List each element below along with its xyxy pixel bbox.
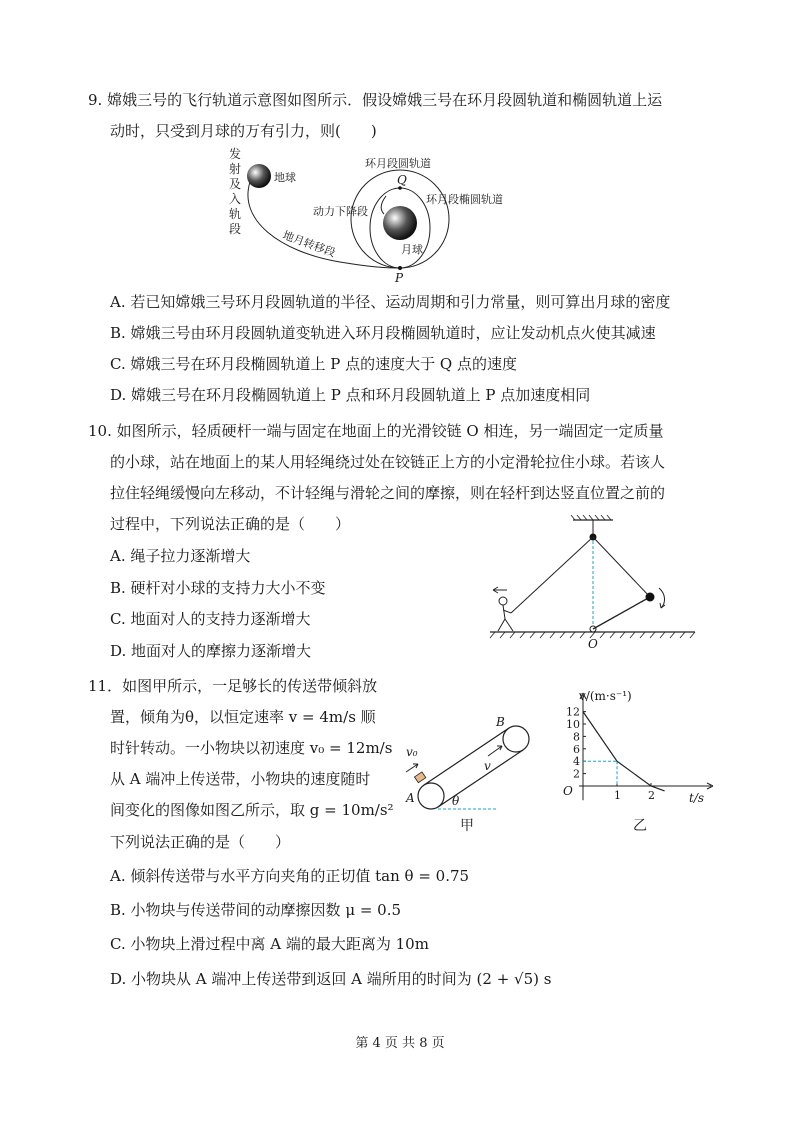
q10-stem-line-4: 过程中，下列说法正确的是（ ） xyxy=(110,515,351,533)
q10-pulley-figure xyxy=(485,515,700,655)
q11-stem-line-5: 间变化的图像如图乙所示，取 g = 10m/s² xyxy=(110,801,394,819)
q11-vt-chart xyxy=(553,685,718,835)
q11-option-d: D. 小物块从 A 端冲上传送带到返回 A 端所用的时间为 (2 + √5) s xyxy=(110,970,552,988)
transfer-label: 地月转移段 xyxy=(280,228,338,260)
launch-char: 射 xyxy=(229,162,242,176)
moon-sphere xyxy=(383,206,417,240)
q9-stem-line-1: 9. 嫦娥三号的飞行轨道示意图如图所示．假设嫦娥三号在环月段圆轨道和椭圆轨道上运 xyxy=(88,91,663,109)
fig-jia-caption: 甲 xyxy=(460,818,474,834)
vt-y-tick-label: 10 xyxy=(566,718,580,731)
launch-char: 及 xyxy=(229,177,242,191)
q11-stem-line-3: 时针转动。一小物块以初速度 v₀ = 12m/s xyxy=(110,739,393,757)
belt-upper xyxy=(424,728,509,785)
block xyxy=(414,772,425,783)
q9-option-c: C. 嫦娥三号在环月段椭圆轨道上 P 点的速度大于 Q 点的速度 xyxy=(110,355,517,373)
launch-char: 段 xyxy=(229,222,242,236)
q11-option-c: C. 小物块上滑过程中离 A 端的最大距离为 10m xyxy=(110,935,429,953)
end-b-label: B xyxy=(496,715,505,729)
vt-x-tick-label: 1 xyxy=(614,789,621,802)
person xyxy=(498,597,513,631)
circular-orbit-label: 环月段圆轨道 xyxy=(365,157,431,170)
q9-stem-line-2: 动时，只受到月球的万有引力，则( ) xyxy=(110,122,377,140)
vt-y-tick-label: 12 xyxy=(566,705,580,719)
moon-label: 月球 xyxy=(401,243,423,256)
belt-lower xyxy=(438,750,523,807)
hinge-o-label: O xyxy=(588,637,598,651)
q11-stem-line-2: 置，倾角为θ，以恒定速率 v = 4m/s 顺 xyxy=(110,708,376,726)
launch-char: 入 xyxy=(229,192,242,206)
ball xyxy=(646,593,655,602)
q10-option-d: D. 地面对人的摩擦力逐渐增大 xyxy=(110,642,312,660)
rope-to-person xyxy=(511,537,593,613)
rigid-rod xyxy=(593,597,650,629)
fig-yi-caption: 乙 xyxy=(633,818,647,834)
theta-label: θ xyxy=(452,794,460,808)
earth-sphere xyxy=(247,164,271,188)
vt-y-tick-label: 8 xyxy=(573,730,580,744)
rope-to-ball xyxy=(593,537,650,597)
launch-char: 发 xyxy=(229,147,242,161)
end-a-label: A xyxy=(406,791,415,805)
vt-series-line xyxy=(583,712,665,791)
earth-label: 地球 xyxy=(274,171,296,184)
vt-y-tick-label: 6 xyxy=(573,742,580,756)
ellipse-orbit-label: 环月段椭圆轨道 xyxy=(426,193,503,206)
launch-segment-label xyxy=(229,146,241,236)
q9-option-d: D. 嫦娥三号在环月段椭圆轨道上 P 点和环月段圆轨道上 P 点加速度相同 xyxy=(110,386,591,404)
q10-stem-line-1: 10. 如图所示，轻质硬杆一端与固定在地面上的光滑铰链 O 相连，另一端固定一定质量 xyxy=(88,422,664,440)
vt-y-tick-label: 4 xyxy=(573,755,580,769)
v-label: v xyxy=(484,759,491,773)
q11-stem-line-6: 下列说法正确的是（ ） xyxy=(110,833,291,851)
q10-stem-line-2: 的小球，站在地面上的某人用轻绳绕过处在铰链正上方的小定滑轮拉住小球。若该人 xyxy=(110,453,666,471)
q9-option-b: B. 嫦娥三号由环月段圆轨道变轨进入环月段椭圆轨道时，应让发动机点火使其减速 xyxy=(110,324,656,342)
launch-char: 轨 xyxy=(229,207,242,221)
vt-xlabel: t/s xyxy=(689,791,705,805)
vt-y-tick-label: 2 xyxy=(573,767,580,781)
v0-label: v₀ xyxy=(406,745,418,759)
q10-stem-line-3: 拉住轻绳缓慢向左移动，不计轻绳与滑轮之间的摩擦，则在轻杆到达竖直位置之前的 xyxy=(110,484,666,502)
vt-x-tick-label: 2 xyxy=(648,789,655,802)
q11-stem-line-1: 11．如图甲所示，一足够长的传送带倾斜放 xyxy=(88,677,378,695)
q10-option-c: C. 地面对人的支持力逐渐增大 xyxy=(110,610,311,628)
page-footer: 第 4 页 共 8 页 xyxy=(355,1036,445,1051)
descent-path xyxy=(381,196,386,214)
point-p: P xyxy=(395,271,404,285)
q11-option-a: A. 倾斜传送带与水平方向夹角的正切值 tan θ = 0.75 xyxy=(110,867,470,885)
descent-label: 动力下降段 xyxy=(313,205,368,218)
q10-option-b: B. 硬杆对小球的支持力大小不变 xyxy=(110,579,326,597)
q9-orbit-figure xyxy=(220,140,520,290)
point-q: Q xyxy=(397,173,407,187)
q10-option-a: A. 绳子拉力逐渐增大 xyxy=(110,547,251,565)
vt-origin: O xyxy=(563,784,573,798)
q11-belt-figure xyxy=(398,712,543,837)
q11-option-b: B. 小物块与传送带间的动摩擦因数 μ = 0.5 xyxy=(110,901,402,919)
vt-ylabel: v/(m·s⁻¹) xyxy=(579,689,632,703)
ball-motion-arrow xyxy=(659,588,665,608)
q11-stem-line-4: 从 A 端冲上传送带，小物块的速度随时 xyxy=(110,770,371,788)
q9-option-a: A. 若已知嫦娥三号环月段圆轨道的半径、运动周期和引力常量，则可算出月球的密度 xyxy=(110,293,671,311)
